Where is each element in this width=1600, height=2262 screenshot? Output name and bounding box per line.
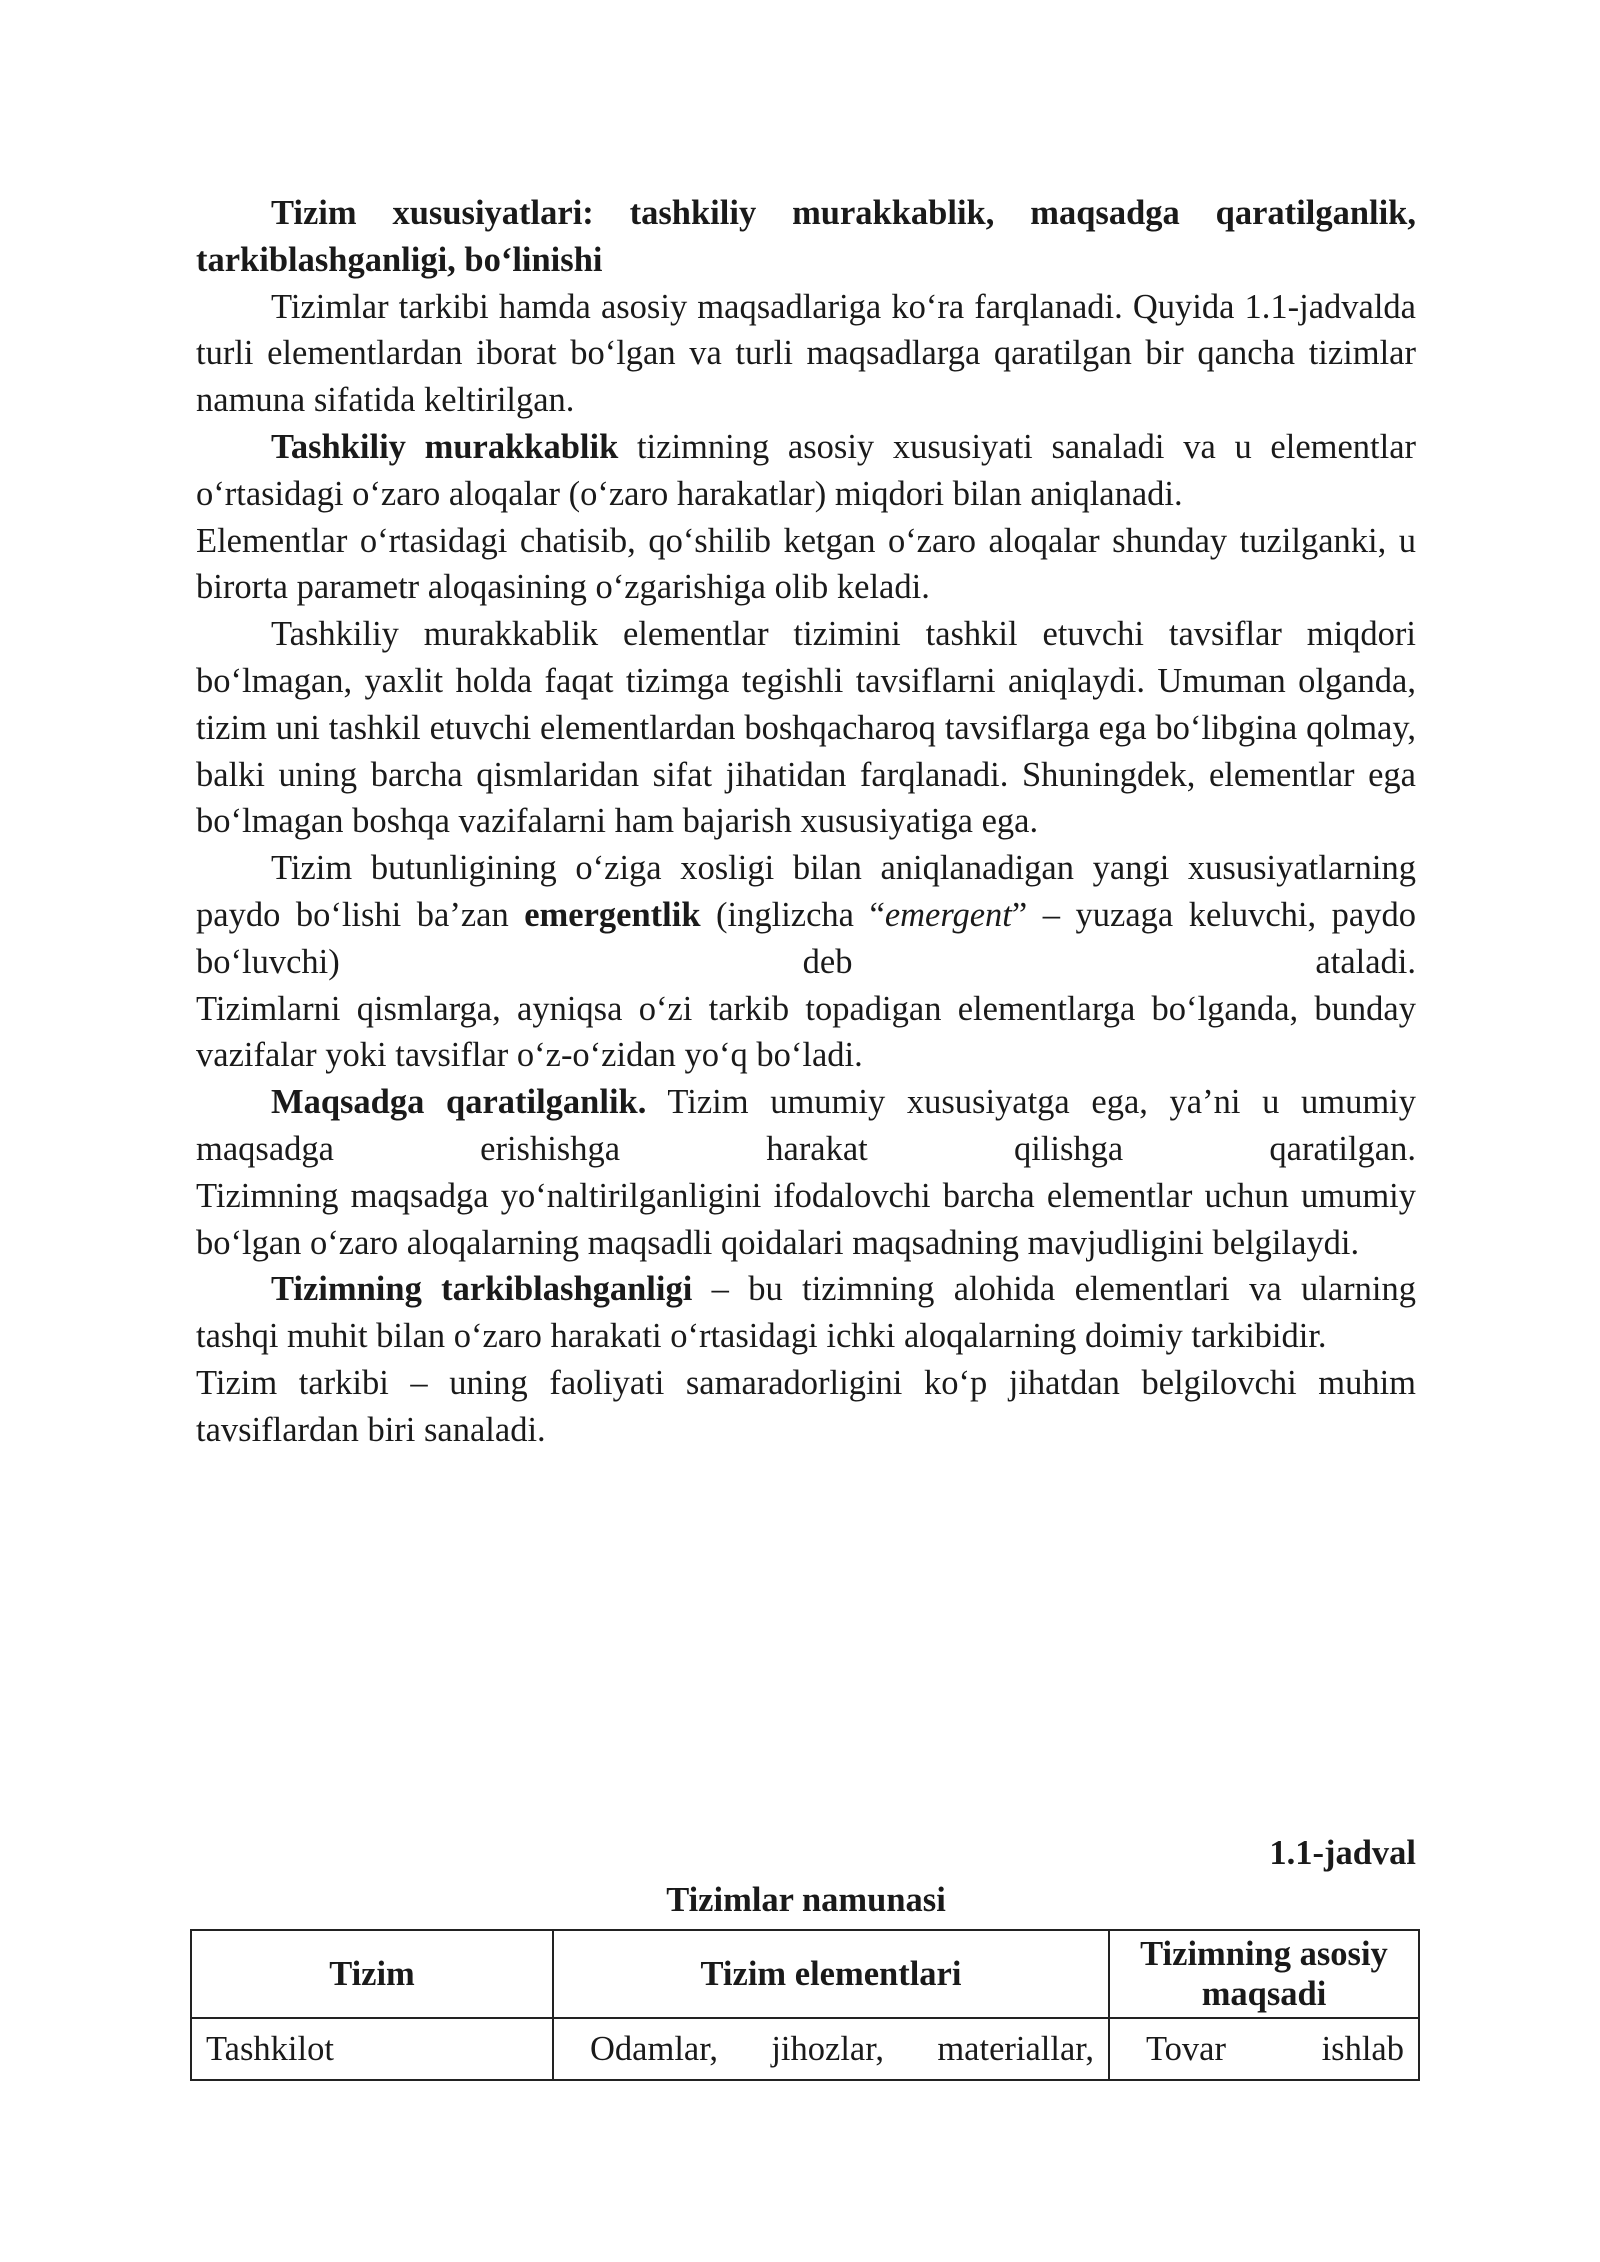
cell-goal: Tovar ishlab: [1109, 2018, 1419, 2080]
paragraph-7: [196, 1266, 1416, 1360]
table-row: [191, 2018, 1419, 2080]
paragraph-6-text-a: Tizim umumiy xususiyatga ega, ya’ni u umumiy maqsadga erishishga harakat qilishga qaratilgan.: [196, 1083, 1416, 1168]
term-emergent: emergent: [884, 895, 1012, 934]
paragraph-8: Tizim tarkibi – uning faoliyati samaradorligini ko‘p jihatdan belgilovchi muhim tavsiflardan biri sanaladi.: [196, 1363, 1416, 1449]
document-body: [196, 190, 1416, 1454]
header-tizim-elementlari: Tizim elementlari: [553, 1930, 1109, 2018]
systems-table: [190, 1929, 1420, 2081]
paragraph-5-text-a: Tizim butunligining o‘ziga xosligi bilan aniqlanadigan yangi xususiyatlarning paydo bo‘lishi ba’zan: [196, 849, 1416, 934]
table-header-row: [191, 1930, 1419, 2018]
header-tizim: Tizim: [191, 1930, 553, 2018]
term-emergentlik: emergentlik: [524, 895, 701, 934]
paragraph-6: [196, 1079, 1416, 1173]
paragraph-5-continued: Tizimlarni qismlarga, ayniqsa o‘zi tarkib topadigan elementlarga bo‘lganda, bunday vazifalar yoki tavsiflar o‘z-o‘zidan yo‘q bo‘ladi.: [196, 989, 1416, 1075]
cell-elements: Odamlar, jihozlar, materiallar,: [553, 2018, 1109, 2080]
paragraph-2: [196, 424, 1416, 518]
term-tarkiblashganligi: Tizimning tarkiblashganligi: [271, 1270, 693, 1309]
paragraph-1: Tizimlar tarkibi hamda asosiy maqsadlariga ko‘ra farqlanadi. Quyida 1.1-jadvalda turli elementlardan iborat bo‘lgan va turli maqsadlarga qaratilgan bir qancha tizimlar namuna sifatida keltirilgan.: [196, 287, 1416, 420]
paragraph-6-continued: Tizimning maqsadga yo‘naltirilganligini ifodalovchi barcha elementlar uchun umumiy bo‘lgan o‘zaro aloqalarning maqsadli qoidalari maqsadning mavjudligini belgilaydi.: [196, 1176, 1416, 1262]
paragraph-2-text: tizimning asosiy xususiyati sanaladi va u elementlar o‘rtasidagi o‘zaro aloqalar (o‘zaro harakatlar) miqdori bilan aniqlanadi.: [196, 427, 1416, 513]
paragraph-5-text-b: (inglizcha “: [700, 895, 885, 934]
paragraph-5: [196, 845, 1416, 985]
term-maqsadga-qaratilganlik: Maqsadga qaratilganlik.: [271, 1083, 647, 1122]
term-tashkiliy-murakkablik: Tashkiliy murakkablik: [271, 427, 619, 466]
paragraph-4: Tashkiliy murakkablik elementlar tizimini tashkil etuvchi tavsiflar miqdori bo‘lmagan, yaxlit holda faqat tizimga tegishli tavsiflarni aniqlaydi. Umuman olganda, tizim uni tashkil etuvchi elementlardan boshqacharoq tavsiflarga ega bo‘libgina qolmay, balki uning barcha qismlaridan sifat jihatidan farqlanadi. Shuningdek, elementlar ega bo‘lmagan boshqa vazifalarni ham bajarish xususiyatiga ega.: [196, 615, 1416, 841]
paragraph-3: Elementlar o‘rtasidagi chatisib, qo‘shilib ketgan o‘zaro aloqalar shunday tuzilganki, u birorta parametr aloqasining o‘zgarishiga olib keladi.: [196, 521, 1416, 607]
cell-system: Tashkilot: [191, 2018, 553, 2080]
paragraph-5-text-c: ” – yuzaga keluvchi, paydo bo‘luvchi) deb ataladi.: [196, 895, 1416, 981]
section-heading: Tizim xususiyatlari: tashkiliy murakkablik, maqsadga qaratilganlik, tarkiblashganligi, bo‘linishi: [196, 194, 1416, 279]
paragraph-7-text: – bu tizimning alohida elementlari va ularning tashqi muhit bilan o‘zaro harakati o‘rtasidagi ichki aloqalarning doimiy tarkibidir.: [196, 1270, 1416, 1356]
table-label: 1.1-jadval: [1269, 1834, 1416, 1872]
header-asosiy-maqsadi: Tizimning asosiy maqsadi: [1109, 1930, 1419, 2018]
table-title: Tizimlar namunasi: [666, 1881, 946, 1919]
